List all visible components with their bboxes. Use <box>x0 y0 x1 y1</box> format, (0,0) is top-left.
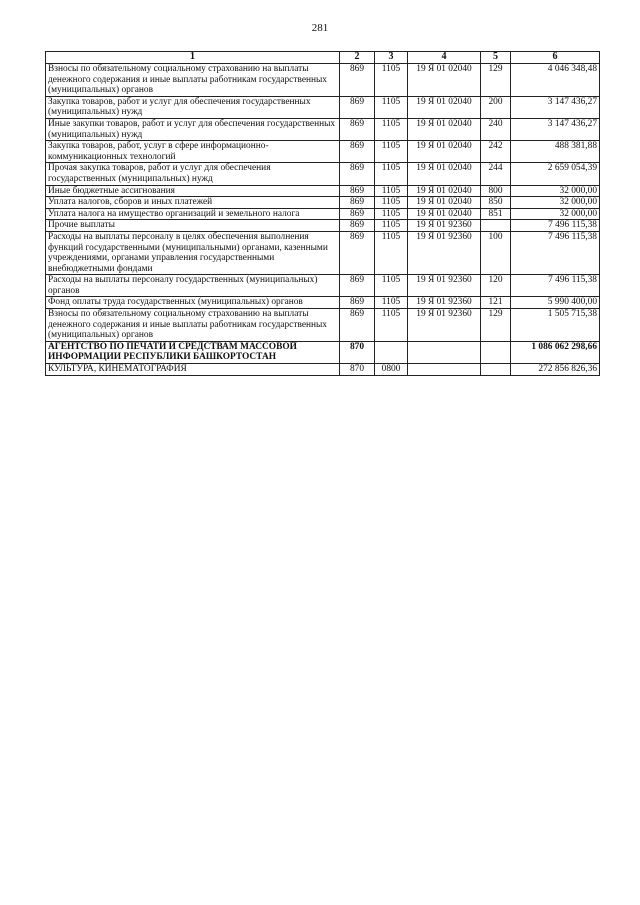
row-expense-type-cell: 851 <box>481 208 511 220</box>
row-amount-cell: 32 000,00 <box>511 208 600 220</box>
row-name-cell: АГЕНТСТВО ПО ПЕЧАТИ И СРЕДСТВАМ МАССОВОЙ ИНФОРМАЦИИ РЕСПУБЛИКИ БАШКОРТОСТАН <box>46 341 340 363</box>
row-name-cell: Закупка товаров, работ, услуг в сфере информационно-коммуникационных технологий <box>46 141 340 163</box>
row-target-cell <box>408 341 481 363</box>
row-name-cell: Уплата налога на имущество организаций и земельного налога <box>46 208 340 220</box>
row-name-cell: Закупка товаров, работ и услуг для обеспечения государственных (муниципальных) нужд <box>46 96 340 118</box>
table-row <box>46 309 600 342</box>
budget-table <box>45 51 600 376</box>
table-row <box>46 141 600 163</box>
row-section-cell: 1105 <box>375 275 408 297</box>
row-section-cell <box>375 341 408 363</box>
column-header: 2 <box>340 52 375 64</box>
row-section-cell: 1105 <box>375 185 408 197</box>
row-code-cell: 869 <box>340 163 375 185</box>
row-expense-type-cell: 240 <box>481 118 511 140</box>
row-target-cell: 19 Я 01 92360 <box>408 231 481 274</box>
row-name-cell: Уплата налогов, сборов и иных платежей <box>46 197 340 209</box>
row-amount-cell: 5 990 400,00 <box>511 297 600 309</box>
table-body <box>46 64 600 376</box>
row-section-cell: 1105 <box>375 297 408 309</box>
table-row <box>46 220 600 232</box>
row-amount-cell: 32 000,00 <box>511 185 600 197</box>
table-row <box>46 297 600 309</box>
row-code-cell: 869 <box>340 185 375 197</box>
row-code-cell: 869 <box>340 141 375 163</box>
row-name-cell: Иные закупки товаров, работ и услуг для обеспечения государственных (муниципальных) нужд <box>46 118 340 140</box>
row-expense-type-cell: 244 <box>481 163 511 185</box>
row-amount-cell: 7 496 115,38 <box>511 231 600 274</box>
row-name-cell: Прочая закупка товаров, работ и услуг для обеспечения государственных (муниципальных) нужд <box>46 163 340 185</box>
row-code-cell: 870 <box>340 341 375 363</box>
row-section-cell: 1105 <box>375 118 408 140</box>
column-header: 4 <box>408 52 481 64</box>
row-amount-cell: 3 147 436,27 <box>511 96 600 118</box>
row-name-cell: Прочие выплаты <box>46 220 340 232</box>
row-code-cell: 869 <box>340 297 375 309</box>
row-target-cell: 19 Я 01 02040 <box>408 185 481 197</box>
page-number: 281 <box>311 22 329 34</box>
row-amount-cell: 7 496 115,38 <box>511 275 600 297</box>
row-target-cell: 19 Я 01 02040 <box>408 141 481 163</box>
row-name-cell: Расходы на выплаты персоналу государственных (муниципальных) органов <box>46 275 340 297</box>
row-section-cell: 1105 <box>375 309 408 342</box>
row-amount-cell: 2 659 054,39 <box>511 163 600 185</box>
row-section-cell: 1105 <box>375 197 408 209</box>
row-amount-cell: 488 381,88 <box>511 141 600 163</box>
row-target-cell: 19 Я 01 02040 <box>408 163 481 185</box>
row-amount-cell: 3 147 436,27 <box>511 118 600 140</box>
column-header: 6 <box>511 52 600 64</box>
row-section-cell: 1105 <box>375 96 408 118</box>
row-target-cell: 19 Я 01 02040 <box>408 118 481 140</box>
table-row <box>46 185 600 197</box>
table-row <box>46 275 600 297</box>
column-header: 1 <box>46 52 340 64</box>
row-expense-type-cell: 120 <box>481 275 511 297</box>
row-amount-cell: 4 046 348,48 <box>511 64 600 97</box>
row-section-cell: 1105 <box>375 208 408 220</box>
row-code-cell: 869 <box>340 197 375 209</box>
row-name-cell: Взносы по обязательному социальному страхованию на выплаты денежного содержания и иные выплаты работникам государственных (муниципальных) органов <box>46 309 340 342</box>
row-amount-cell: 272 856 826,36 <box>511 364 600 376</box>
table-row <box>46 163 600 185</box>
row-code-cell: 869 <box>340 96 375 118</box>
row-expense-type-cell: 242 <box>481 141 511 163</box>
row-section-cell: 1105 <box>375 64 408 97</box>
row-code-cell: 870 <box>340 364 375 376</box>
row-code-cell: 869 <box>340 64 375 97</box>
row-code-cell: 869 <box>340 118 375 140</box>
row-expense-type-cell <box>481 364 511 376</box>
row-section-cell: 1105 <box>375 141 408 163</box>
column-header: 5 <box>481 52 511 64</box>
row-expense-type-cell: 800 <box>481 185 511 197</box>
row-code-cell: 869 <box>340 275 375 297</box>
table-row <box>46 231 600 274</box>
row-name-cell: КУЛЬТУРА, КИНЕМАТОГРАФИЯ <box>46 364 340 376</box>
row-expense-type-cell <box>481 220 511 232</box>
table-row <box>46 197 600 209</box>
row-target-cell: 19 Я 01 92360 <box>408 309 481 342</box>
row-amount-cell: 1 086 062 298,66 <box>511 341 600 363</box>
row-expense-type-cell <box>481 341 511 363</box>
table-header-row <box>46 52 600 64</box>
row-name-cell: Взносы по обязательному социальному страхованию на выплаты денежного содержания и иные выплаты работникам государственных (муниципальных) органов <box>46 64 340 97</box>
table-row <box>46 341 600 363</box>
row-expense-type-cell: 129 <box>481 309 511 342</box>
row-section-cell: 1105 <box>375 220 408 232</box>
row-section-cell: 1105 <box>375 231 408 274</box>
row-section-cell: 0800 <box>375 364 408 376</box>
row-name-cell: Иные бюджетные ассигнования <box>46 185 340 197</box>
row-amount-cell: 7 496 115,38 <box>511 220 600 232</box>
row-expense-type-cell: 129 <box>481 64 511 97</box>
row-expense-type-cell: 100 <box>481 231 511 274</box>
row-name-cell: Фонд оплаты труда государственных (муниципальных) органов <box>46 297 340 309</box>
row-target-cell: 19 Я 01 02040 <box>408 96 481 118</box>
table-row <box>46 208 600 220</box>
row-expense-type-cell: 850 <box>481 197 511 209</box>
table-row <box>46 96 600 118</box>
row-amount-cell: 1 505 715,38 <box>511 309 600 342</box>
row-target-cell: 19 Я 01 92360 <box>408 275 481 297</box>
row-code-cell: 869 <box>340 309 375 342</box>
row-expense-type-cell: 200 <box>481 96 511 118</box>
table-row <box>46 118 600 140</box>
row-target-cell <box>408 364 481 376</box>
row-code-cell: 869 <box>340 220 375 232</box>
row-target-cell: 19 Я 01 02040 <box>408 64 481 97</box>
column-header: 3 <box>375 52 408 64</box>
row-amount-cell: 32 000,00 <box>511 197 600 209</box>
row-code-cell: 869 <box>340 231 375 274</box>
row-target-cell: 19 Я 01 92360 <box>408 297 481 309</box>
row-target-cell: 19 Я 01 92360 <box>408 220 481 232</box>
row-expense-type-cell: 121 <box>481 297 511 309</box>
row-target-cell: 19 Я 01 02040 <box>408 208 481 220</box>
row-section-cell: 1105 <box>375 163 408 185</box>
table-row <box>46 64 600 97</box>
row-name-cell: Расходы на выплаты персоналу в целях обеспечения выполнения функций государственными (муниципальными) органами, казенными учреждениями, органами управления государственными внебюджетными фондами <box>46 231 340 274</box>
table-row <box>46 364 600 376</box>
row-target-cell: 19 Я 01 02040 <box>408 197 481 209</box>
row-code-cell: 869 <box>340 208 375 220</box>
